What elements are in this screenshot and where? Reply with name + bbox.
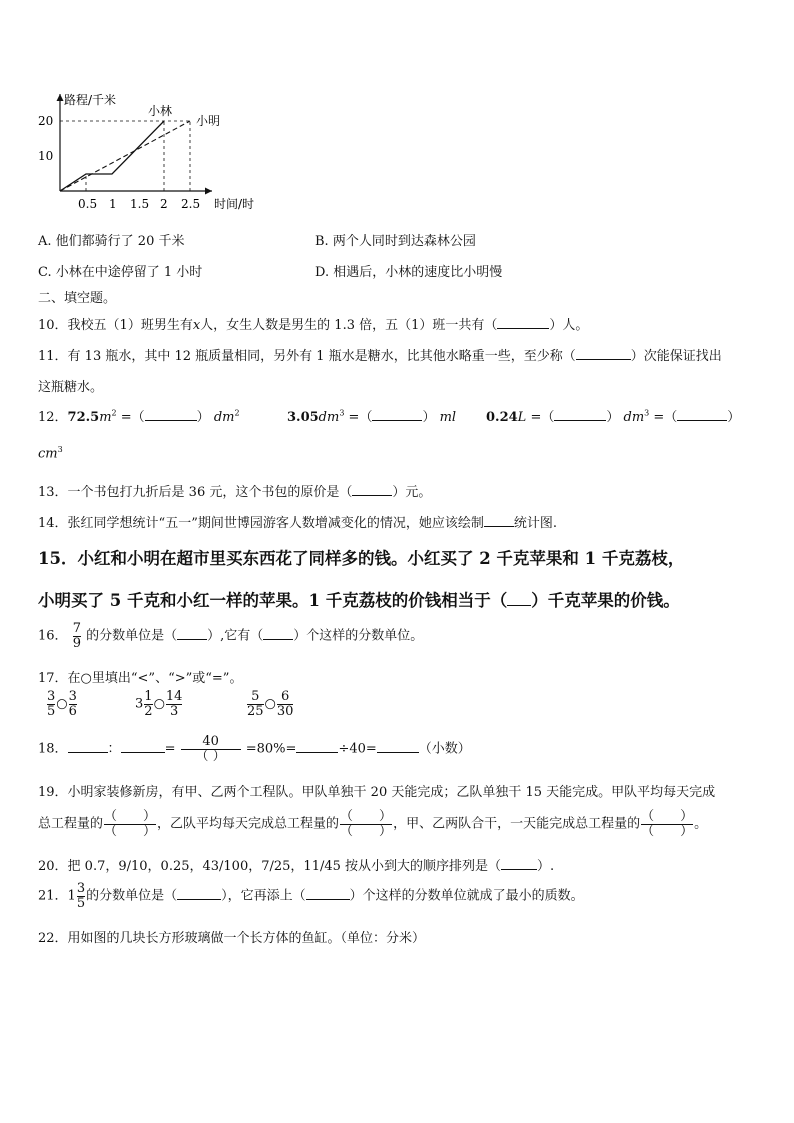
question-20: 20．把 0.7，9/10，0.25，43/100，7/25，11/45 按从小到大的顺序排列是（ ）. bbox=[38, 859, 555, 874]
y-tick-20: 20 bbox=[38, 114, 54, 128]
compare-circle[interactable]: ○ bbox=[153, 696, 165, 712]
question-18: 18． ： = $\frac{40}{( )}$ =80%= ÷40= （小数） bbox=[38, 734, 471, 764]
option-b: B. 两个人同时到达森林公园 bbox=[315, 234, 476, 249]
question-12-part2: $3.05dm^3$ =（ ） ml bbox=[287, 408, 457, 425]
option-c: C. 小林在中途停留了 1 小时 bbox=[38, 265, 203, 280]
xiaoming-line bbox=[60, 121, 190, 191]
question-19-line2: 总工程量的 $\frac{( )}{( )}$ ，乙队平均每天完成总工程量的 $\frac{( )}{( )}$ ，甲、乙两队合干，一天能完成总工程量的 $\frac{( )}{( )}$ 。 bbox=[38, 809, 708, 839]
question-11-cont: 这瓶糖水。 bbox=[38, 380, 104, 395]
question-19-line1: 19．小明家装修新房，有甲、乙两个工程队。甲队单独干 20 天能完成；乙队单独干 15 天能完成。甲队平均每天完成 bbox=[38, 785, 716, 800]
xiaolin-line bbox=[60, 121, 164, 191]
y-axis-label: 路程/千米 bbox=[64, 93, 117, 107]
x-tick-2: 2 bbox=[160, 197, 168, 211]
question-16: 16． $\frac{7}{9}$ 的分数单位是（ ）,它有（ ）个这样的分数单位。 bbox=[38, 621, 424, 651]
question-12-unit: $cm^3$ bbox=[38, 445, 63, 462]
question-17: 17．在○里填出“<”、“>”或“=”。 bbox=[38, 671, 243, 686]
compare-pair-1: $\frac{3}{5}$ ○ $\frac{3}{6}$ bbox=[47, 689, 77, 719]
section-heading: 二、填空题。 bbox=[38, 291, 117, 306]
fraction-7-9: $\frac{7}{9}$ bbox=[72, 621, 81, 651]
compare-pair-2: 3 $\frac{1}{2}$ ○ $\frac{14}{3}$ bbox=[135, 689, 183, 719]
distance-time-graph bbox=[30, 88, 280, 218]
compare-circle[interactable]: ○ bbox=[56, 696, 68, 712]
compare-circle[interactable]: ○ bbox=[264, 696, 276, 712]
option-a: A. 他们都骑行了 20 千米 bbox=[38, 234, 185, 249]
question-14: 14．张红同学想统计“五一”期间世博园游客人数增减变化的情况，她应该绘制 统计图. bbox=[38, 516, 557, 531]
question-12-part3: 0.24L =（ ） $dm^3$ =（ ） bbox=[486, 408, 741, 425]
x-tick-1.5: 1.5 bbox=[130, 197, 150, 211]
question-13: 13．一个书包打九折后是 36 元，这个书包的原价是（ ）元。 bbox=[38, 485, 432, 500]
question-10: 10．我校五（1）班男生有x人，女生人数是男生的 1.3 倍，五（1）班一共有（ ）人。 bbox=[38, 318, 589, 333]
question-21: 21．1 $\frac{3}{5}$ 的分数单位是（ ），它再添上（ ）个这样的分数单位就成了最小的质数。 bbox=[38, 881, 584, 911]
question-15-line2: 小明买了 5 千克和小红一样的苹果。1 千克荔枝的价钱相当于（ ）千克苹果的价钱。 bbox=[38, 591, 680, 610]
compare-pair-3: $\frac{5}{25}$ ○ $\frac{6}{30}$ bbox=[247, 689, 294, 719]
question-22: 22．用如图的几块长方形玻璃做一个长方体的鱼缸。（单位：分米） bbox=[38, 931, 426, 946]
question-15-line1: 15．小红和小明在超市里买东西花了同样多的钱。小红买了 2 千克苹果和 1 千克荔枝， bbox=[38, 549, 685, 568]
xiaoming-label: 小明 bbox=[196, 114, 221, 128]
x-axis-label: 时间/时 bbox=[214, 197, 255, 211]
question-12: 12．$72.5m^2$ =（ ） $dm^2$ bbox=[38, 408, 240, 425]
xiaolin-label: 小林 bbox=[148, 104, 173, 118]
y-tick-10: 10 bbox=[38, 149, 54, 163]
option-d: D. 相遇后，小林的速度比小明慢 bbox=[315, 265, 503, 280]
x-tick-1: 1 bbox=[109, 197, 117, 211]
x-tick-0.5: 0.5 bbox=[78, 197, 98, 211]
question-11: 11．有 13 瓶水，其中 12 瓶质量相同，另外有 1 瓶水是糖水，比其他水略重一些，至少称（ ）次能保证找出 bbox=[38, 349, 722, 364]
x-tick-2.5: 2.5 bbox=[181, 197, 201, 211]
